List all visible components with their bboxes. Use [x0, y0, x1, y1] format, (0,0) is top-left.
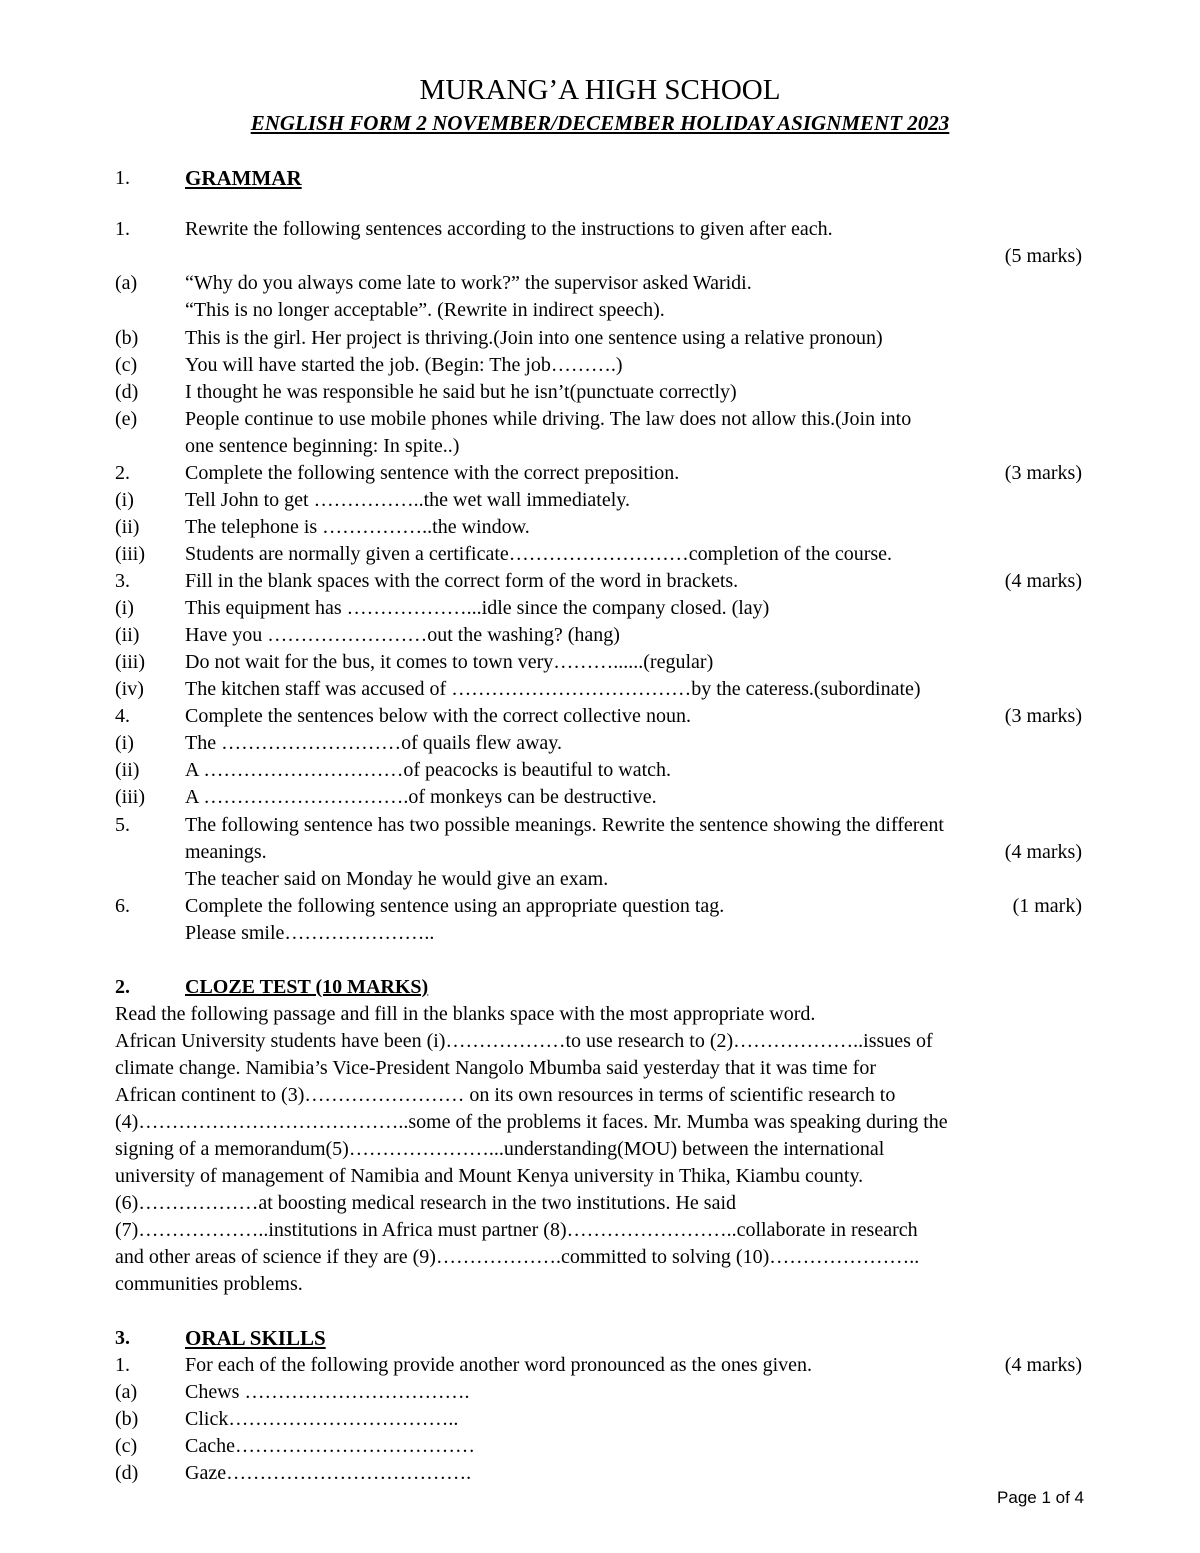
item-i [0, 487, 1200, 513]
item-i [0, 595, 1200, 621]
item-d [0, 379, 1200, 405]
item-b [0, 325, 1200, 351]
question-text: Complete the following sentence with the correct preposition. [185, 462, 680, 484]
item-iii [0, 541, 1200, 567]
item-c [0, 352, 1200, 378]
section-cloze-heading [0, 974, 1200, 1000]
marks: (4 marks) [1004, 570, 1082, 592]
question-number: 6. [115, 895, 130, 917]
instruction-text: Read the following passage and fill in the blanks space with the most appropriate word. [115, 1003, 816, 1025]
question-text: For each of the following provide another word pronounced as the ones given. [185, 1354, 813, 1376]
question-number: 1. [115, 1354, 130, 1376]
question-3 [0, 568, 1200, 594]
item-text: I thought he was responsible he said but he isn’t(punctuate correctly) [185, 381, 737, 403]
item-label: (e) [115, 408, 138, 430]
section-number: 2. [115, 976, 130, 998]
item-b [0, 1406, 1200, 1432]
section-title: GRAMMAR [185, 166, 302, 190]
item-label: (ii) [115, 516, 140, 538]
question-1 [0, 216, 1200, 242]
passage-line [0, 1028, 1200, 1054]
item-ii [0, 757, 1200, 783]
passage-text: communities problems. [115, 1273, 303, 1295]
item-label: (iii) [115, 651, 145, 673]
item-text: one sentence beginning: In spite..) [185, 435, 460, 457]
passage-line [0, 1190, 1200, 1216]
oral-question-1 [0, 1352, 1200, 1378]
item-text: Gaze………………………………. [185, 1462, 472, 1484]
item-text: Click…………………………….. [185, 1408, 459, 1430]
item-ii [0, 622, 1200, 648]
item-label: (i) [115, 489, 134, 511]
item-label: (iii) [115, 786, 145, 808]
passage-text: (4)…………………………………..some of the problems it faces. Mr. Mumba was speaking during the [115, 1111, 948, 1133]
passage-line [0, 1217, 1200, 1243]
question-5 [0, 812, 1200, 838]
item-label: (a) [115, 1381, 138, 1403]
item-a-continued [0, 297, 1200, 323]
item-iii [0, 784, 1200, 810]
item-text: People continue to use mobile phones while driving. The law does not allow this.(Join into [185, 408, 912, 430]
question-text: Rewrite the following sentences according to the instructions to given after each. [185, 218, 833, 240]
passage-text: (7)………………..institutions in Africa must partner (8)……………………..collaborate in research [115, 1219, 918, 1241]
item-text: The ………………………of quails flew away. [185, 732, 562, 754]
item-text: The kitchen staff was accused of ………………………………by the cateress.(subordinate) [185, 678, 921, 700]
question-5-continued [0, 839, 1200, 865]
item-label: (d) [115, 1462, 139, 1484]
marks: (4 marks) [1004, 1354, 1082, 1376]
marks: (3 marks) [1004, 705, 1082, 727]
passage-line [0, 1271, 1200, 1297]
section-title: ORAL SKILLS [185, 1326, 326, 1350]
question-number: 5. [115, 814, 130, 836]
item-a [0, 1379, 1200, 1405]
item-text: Tell John to get ……………..the wet wall immediately. [185, 489, 630, 511]
item-d [0, 1460, 1200, 1486]
question-text: Complete the following sentence using an appropriate question tag. [185, 895, 725, 917]
passage-text: African University students have been (i)………………to use research to (2)………………..issues of [115, 1030, 933, 1052]
item-label: (i) [115, 732, 134, 754]
item-text: Have you ……………………out the washing? (hang) [185, 624, 620, 646]
question-4 [0, 703, 1200, 729]
item-text: Please smile………………….. [185, 922, 435, 944]
item-text: The teacher said on Monday he would give an exam. [185, 868, 609, 890]
section-number: 1. [115, 167, 130, 189]
section-number: 3. [115, 1327, 130, 1349]
item-label: (ii) [115, 624, 140, 646]
passage-text: climate change. Namibia’s Vice-President Nangolo Mbumba said yesterday that it was time for [115, 1057, 876, 1079]
marks: (5 marks) [1004, 245, 1082, 267]
passage-text: university of management of Namibia and Mount Kenya university in Thika, Kiambu county. [115, 1165, 864, 1187]
item-label: (b) [115, 327, 139, 349]
item-c [0, 1433, 1200, 1459]
passage-text: African continent to (3)…………………… on its own resources in terms of scientific research to [115, 1084, 896, 1106]
passage-line [0, 1109, 1200, 1135]
marks: (1 mark) [1012, 895, 1082, 917]
passage-line [0, 1082, 1200, 1108]
question-number: 3. [115, 570, 130, 592]
question-text: The following sentence has two possible meanings. Rewrite the sentence showing the different [185, 814, 944, 836]
marks-line [0, 243, 1200, 269]
item-text: This is the girl. Her project is thriving.(Join into one sentence using a relative pronoun) [185, 327, 883, 349]
question-text: Complete the sentences below with the correct collective noun. [185, 705, 691, 727]
item-text: This equipment has ………………...idle since the company closed. (lay) [185, 597, 770, 619]
passage-line [0, 1055, 1200, 1081]
passage-text: and other areas of science if they are (9)……………….committed to solving (10)………………….. [115, 1246, 920, 1268]
question-number: 4. [115, 705, 130, 727]
item-label: (i) [115, 597, 134, 619]
item-text: A …………………………of peacocks is beautiful to watch. [185, 759, 672, 781]
item-label: (iv) [115, 678, 144, 700]
marks: (4 marks) [1004, 841, 1082, 863]
item-text: The telephone is ……………..the window. [185, 516, 530, 538]
item-text: A ………………………….of monkeys can be destructive. [185, 786, 657, 808]
item-text: Cache……………………………… [185, 1435, 475, 1457]
item-ii [0, 514, 1200, 540]
question-6-sentence [0, 920, 1200, 946]
school-name: MURANG’A HIGH SCHOOL [419, 74, 781, 106]
item-e [0, 406, 1200, 432]
item-iv [0, 676, 1200, 702]
item-label: (a) [115, 272, 138, 294]
item-text: “Why do you always come late to work?” the supervisor asked Waridi. [185, 272, 752, 294]
item-iii [0, 649, 1200, 675]
question-text: Fill in the blank spaces with the correct form of the word in brackets. [185, 570, 739, 592]
cloze-instruction [0, 1001, 1200, 1027]
passage-text: (6)………………at boosting medical research in the two institutions. He said [115, 1192, 736, 1214]
item-label: (d) [115, 381, 139, 403]
assignment-title: ENGLISH FORM 2 NOVEMBER/DECEMBER HOLIDAY ASIGNMENT 2023 [250, 111, 950, 135]
item-label: (iii) [115, 543, 145, 565]
passage-line [0, 1136, 1200, 1162]
passage-line [0, 1244, 1200, 1270]
question-number: 2. [115, 462, 130, 484]
question-5-sentence [0, 866, 1200, 892]
item-i [0, 730, 1200, 756]
item-text: Chews ……………………………. [185, 1381, 470, 1403]
question-6 [0, 893, 1200, 919]
item-text: “This is no longer acceptable”. (Rewrite in indirect speech). [185, 299, 665, 321]
page-number: Page 1 of 4 [997, 1488, 1084, 1507]
passage-text: signing of a memorandum(5)…………………...understanding(MOU) between the international [115, 1138, 885, 1160]
item-label: (c) [115, 1435, 138, 1457]
marks: (3 marks) [1004, 462, 1082, 484]
section-grammar-heading [0, 165, 1200, 191]
item-text: Do not wait for the bus, it comes to town very………......(regular) [185, 651, 714, 673]
item-e-continued [0, 433, 1200, 459]
section-oral-heading [0, 1325, 1200, 1351]
question-number: 1. [115, 218, 130, 240]
passage-line [0, 1163, 1200, 1189]
item-label: (b) [115, 1408, 139, 1430]
question-text: meanings. [185, 841, 267, 863]
question-2 [0, 460, 1200, 486]
item-text: Students are normally given a certificate………………………completion of the course. [185, 543, 893, 565]
item-text: You will have started the job. (Begin: The job……….) [185, 354, 623, 376]
section-title: CLOZE TEST (10 MARKS) [185, 976, 429, 998]
item-a [0, 270, 1200, 296]
item-label: (c) [115, 354, 138, 376]
item-label: (ii) [115, 759, 140, 781]
